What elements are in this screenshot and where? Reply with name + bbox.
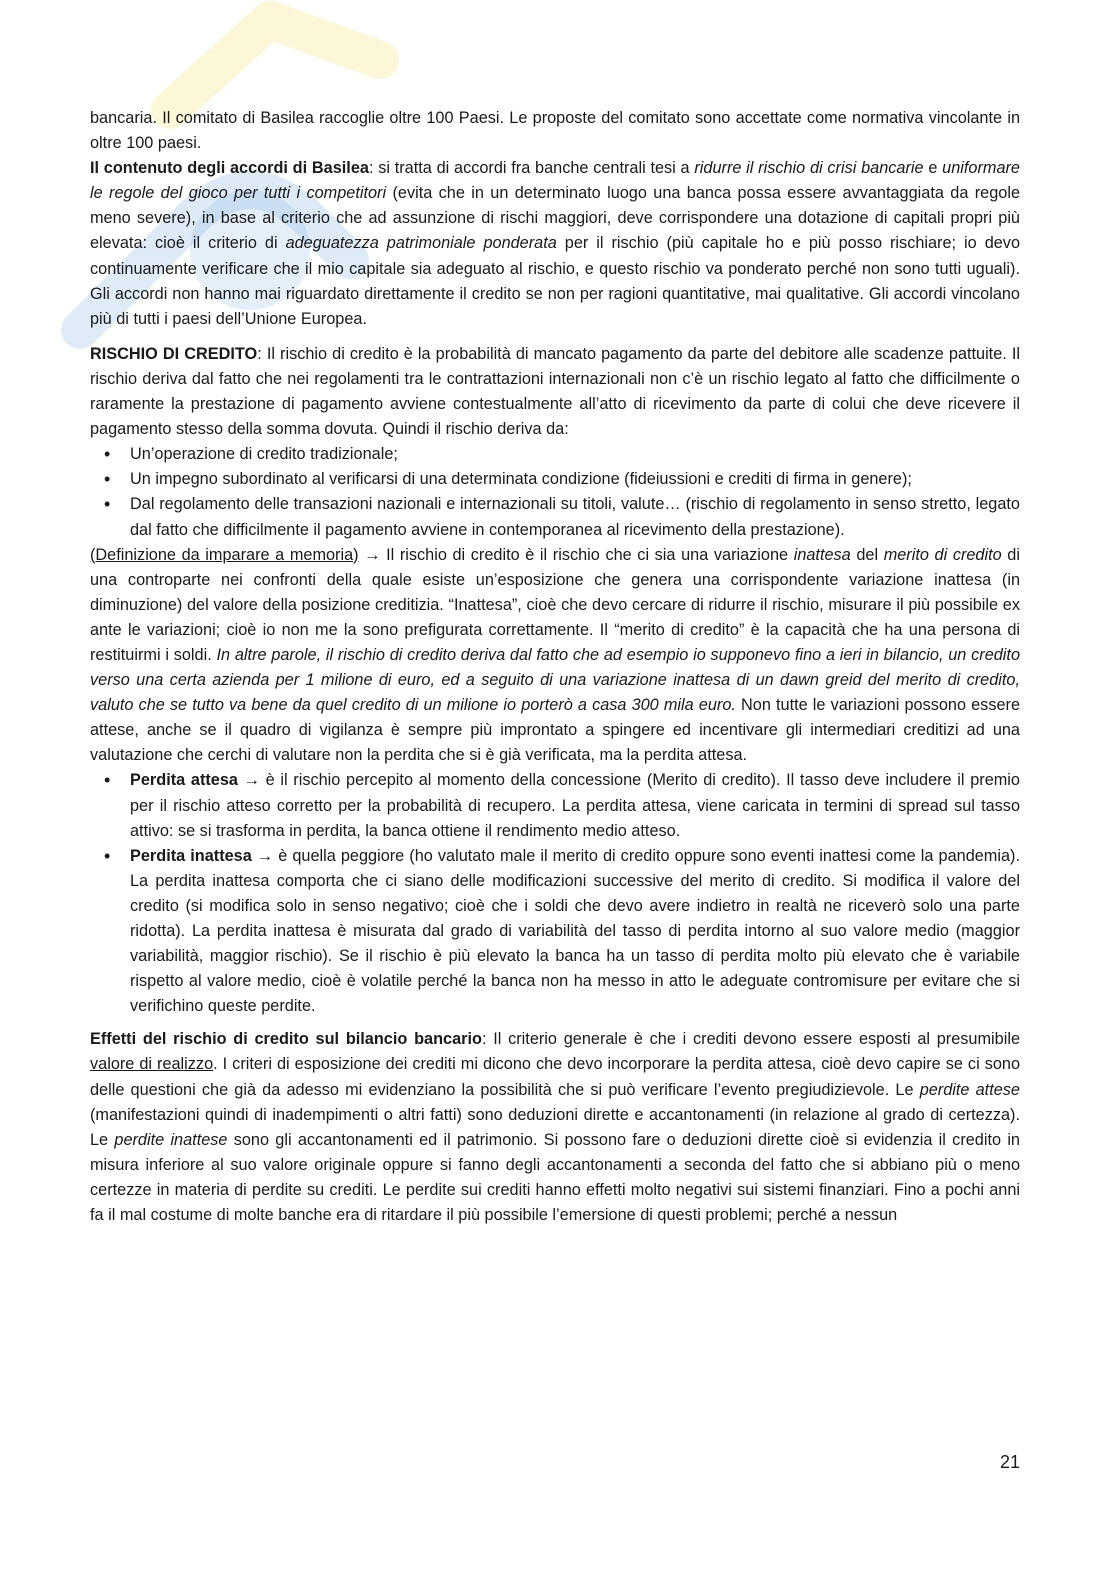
list-item: • Perdita attesa → è il rischio percepito al momento della concessione (Merito di credito). Il tasso deve includere il premio per il rischio atteso corretto per la probabilità di recupero. La perdita attesa, viene caricata in termini di spread sul tasso attivo: se si trasforma in perdita, la banca ottiene il rendimento medio atteso. <box>90 768 1020 843</box>
basilea-heading: Il contenuto degli accordi di Basilea <box>90 159 369 178</box>
intro-paragraph: bancaria. Il comitato di Basilea raccoglie oltre 100 Paesi. Le proposte del comitato sono accettate come normativa vincolante in oltre 100 paesi. <box>90 109 1020 153</box>
list-item: • Perdita inattesa → è quella peggiore (ho valutato male il merito di credito oppure sono eventi inattesi come la pandemia). La perdita inattesa comporta che ci siano delle modificazioni successive del merito di credito. Si modifica il valore del credito (si modifica solo in senso negativo; cioè che i soldi che devo avere indietro in realtà ne riceverò solo una parte ridotta). La perdita inattesa è misurata dal grado di variabilità del tasso di perdita intorno al suo valore medio (maggior variabilità, maggior rischio). Se il rischio è più elevato la banca ha un tasso di perdita molto più elevato che è variabile rispetto al valore medio, cioè è volatile perché la banca non ha messo in atto le adeguate contromisure per evitare che si verifichino queste perdite. <box>90 844 1020 1020</box>
effetti-paragraph: Effetti del rischio di credito sul bilancio bancario: Il criterio generale è che i crediti devono essere esposti al presumibile valore di realizzo. I criteri di esposizione dei crediti mi dicono che devo incorporare la perdita attesa, cioè devo capire se ci sono delle questioni che già da adesso mi evidenziano la possibilità che si può verificare l’evento pregiudizievole. Le perdite attese (manifestazioni quindi di inadempimenti o altri fatti) sono deduzioni dirette e accantonamenti (in relazione al grado di certezza). Le perdite inattese sono gli accantonamenti ed il patrimonio. Si possono fare o deduzioni dirette cioè si evidenzia il credito in misura inferiore al suo valore originale oppure si fanno degli accantonamenti a seconda del fatto che si abbiano più o meno certezze in materia di perdite su crediti. Le perdite sui crediti hanno effetti molto negativi sui sistemi finanziari. Fino a pochi anni fa il mal costume di molte banche era di ritardare il più possibile l’emersione di questi problemi; perché a nessun <box>90 1030 1020 1225</box>
list-item: • Un impegno subordinato al verificarsi di una determinata condizione (fideiussioni e crediti di firma in genere); <box>90 467 1020 492</box>
perdita-attesa-label: Perdita attesa <box>130 771 238 790</box>
basilea-paragraph: Il contenuto degli accordi di Basilea: si tratta di accordi fra banche centrali tesi a ridurre il rischio di crisi bancarie e uniformare le regole del gioco per tutti i competitori (evita che in un determinato luogo una banca possa essere avvantaggiata da regole meno severe), in base al criterio che ad assunzione di rischi maggiori, deve corrispondere una dotazione di capitali propri più elevata: cioè il criterio di adeguatezza patrimoniale ponderata per il rischio (più capitale ho e più posso rischiare; io devo continuamente verificare che il mio capitale sia adeguato al rischio, e questo rischio va ponderato perché non sono tutti uguali). Gli accordi non hanno mai riguardato direttamente il credito se non per ragioni quantitative, mai qualitative. Gli accordi vincolano più di tutti i paesi dell’Unione Europea. <box>90 159 1021 328</box>
document-page <box>90 106 1020 1228</box>
rischio-bullet-list <box>90 442 1020 542</box>
definizione-label: (Definizione da imparare a memoria) <box>90 545 359 564</box>
perdita-inattesa-label: Perdita inattesa <box>130 846 252 865</box>
list-item: • Dal regolamento delle transazioni nazionali e internazionali su titoli, valute… (rischio di regolamento in senso stretto, legato dal fatto che difficilmente il pagamento avviene in contemporanea al ricevimento della prestazione). <box>90 492 1020 542</box>
arrow-icon: → <box>251 846 279 865</box>
rischio-paragraph: RISCHIO DI CREDITO: Il rischio di credito è la probabilità di mancato pagamento da parte del debitore alle scadenze pattuite. Il rischio deriva dal fatto che nei regolamenti tra le contrattazioni internazionali non c’è un rischio legato al fatto che difficilmente o raramente la prestazione di pagamento avviene contestualmente all’atto di ricevimento da parte di colui che deve ricevere il pagamento stesso della somma dovuta. Quindi il rischio deriva da: <box>90 344 1020 439</box>
definizione-paragraph: (Definizione da imparare a memoria) → Il rischio di credito è il rischio che ci sia una variazione inattesa del merito di credito di una controparte nei confronti della quale esiste un’esposizione che genera una corrispondente variazione inattesa (in diminuzione) del valore della posizione creditizia. “Inattesa”, cioè che devo cercare di ridurre il rischio, misurare il più possibile ex ante le variazioni; cioè io non me la sono prefigurata correttamente. Il “merito di credito” è la capacità che ha una persona di restituirmi i soldi. In altre parole, il rischio di credito deriva dal fatto che ad esempio io supponevo fino a ieri in bilancio, un credito verso una certa azienda per 1 milione di euro, ed a seguito di una variazione inattesa di un dawn greid del merito di credito, valuto che se tutto va bene da quel credito di un milione io porterò a casa 300 mila euro. Non tutte le variazioni possono essere attese, anche se il quadro di vigilanza è sempre più improntato a spingere ed incentivare gli intermediari creditizi ad una valutazione che cerchi di valutare non la perdita che si è già verificata, ma la perdita attesa. <box>90 545 1020 765</box>
perdite-bullet-list <box>90 768 1020 1019</box>
rischio-heading: RISCHIO DI CREDITO <box>90 344 258 363</box>
arrow-icon: → <box>358 545 387 564</box>
page-number: 21 <box>999 1452 1020 1472</box>
list-item: • Un’operazione di credito tradizionale; <box>90 442 1020 467</box>
effetti-heading: Effetti del rischio di credito sul bilancio bancario <box>90 1030 482 1049</box>
arrow-icon: → <box>237 771 266 790</box>
